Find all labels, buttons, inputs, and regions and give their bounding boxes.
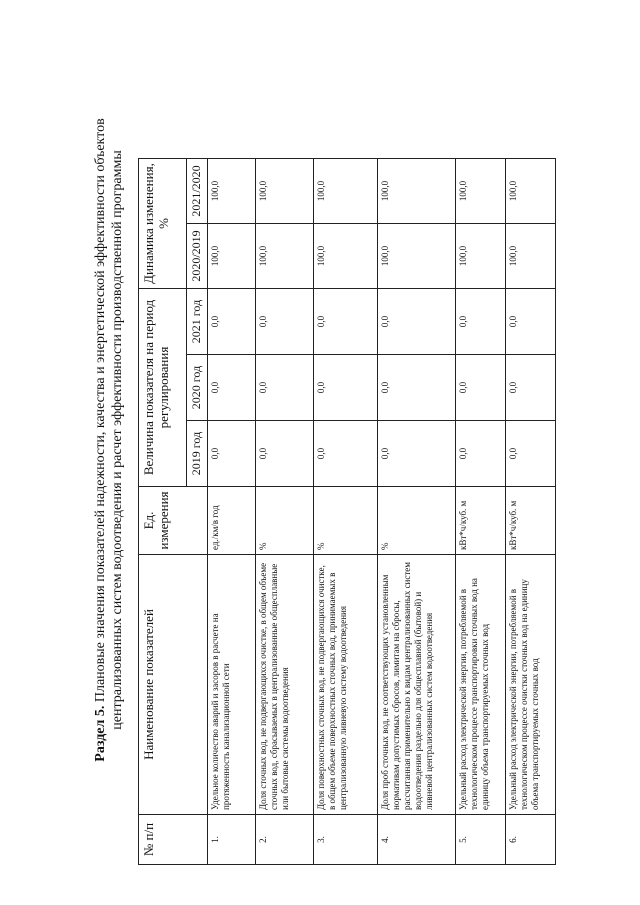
subheader-2021-2020: 2021/2020	[187, 159, 208, 224]
table-row	[506, 159, 556, 865]
row-number: 1.	[208, 815, 256, 865]
row-unit: %	[314, 487, 378, 555]
row-unit: кВт*ч/куб. м	[506, 487, 556, 555]
table-row	[378, 159, 456, 865]
row-name: Доля сточных вод, не подвергающихся очистке, в общем объеме сточных вод, сбрасываемых в централизованные общесплавные или бытовые системы водоотведения	[256, 555, 314, 815]
row-number: 2.	[256, 815, 314, 865]
row-unit: кВт*ч/куб. м	[456, 487, 506, 555]
indicators-table	[138, 158, 556, 865]
row-dynamics-2021-2020: 100,0	[256, 159, 314, 224]
row-name: Удельный расход электрической энергии, потребляемой в технологическом процессе очистки сточных вод на единицу объема транспортируемых сточных вод	[506, 555, 556, 815]
row-value-2020: 0,0	[506, 355, 556, 421]
row-number: 6.	[506, 815, 556, 865]
table-row	[456, 159, 506, 865]
row-value-2020: 0,0	[314, 355, 378, 421]
row-value-2019: 0,0	[256, 421, 314, 487]
row-dynamics-2021-2020: 100,0	[378, 159, 456, 224]
row-value-2021: 0,0	[378, 289, 456, 355]
row-value-2021: 0,0	[208, 289, 256, 355]
row-value-2019: 0,0	[378, 421, 456, 487]
header-name: Наименование показателей	[139, 555, 208, 815]
row-value-2021: 0,0	[314, 289, 378, 355]
row-dynamics-2021-2020: 100,0	[314, 159, 378, 224]
row-number: 4.	[378, 815, 456, 865]
row-value-2020: 0,0	[378, 355, 456, 421]
row-name: Доля поверхностных сточных вод, не подвергающихся очистке, в общем объеме поверхностных сточных вод, принимаемых в централизованную ливневую систему водоотведения	[314, 555, 378, 815]
subheader-2020-2019: 2020/2019	[187, 224, 208, 289]
row-unit: %	[256, 487, 314, 555]
row-number: 5.	[456, 815, 506, 865]
table-row	[256, 159, 314, 865]
row-dynamics-2020-2019: 100,0	[208, 224, 256, 289]
section-title	[92, 70, 126, 810]
row-dynamics-2021-2020: 100,0	[208, 159, 256, 224]
header-value-group: Величина показателя на период регулирования	[139, 289, 187, 487]
header-dynamics-group: Динамика изменения, %	[139, 159, 187, 289]
row-value-2021: 0,0	[456, 289, 506, 355]
row-number: 3.	[314, 815, 378, 865]
row-value-2019: 0,0	[314, 421, 378, 487]
row-value-2020: 0,0	[456, 355, 506, 421]
row-value-2019: 0,0	[456, 421, 506, 487]
section-title-text: Плановые значения показателей надежности, качества и энергетической эффективности объектов централизованных систем водоотведения и расчет эффективности производственной программы	[93, 118, 125, 730]
row-value-2019: 0,0	[506, 421, 556, 487]
row-dynamics-2020-2019: 100,0	[506, 224, 556, 289]
row-value-2021: 0,0	[506, 289, 556, 355]
table-row	[314, 159, 378, 865]
header-unit: Ед. измерения	[139, 487, 208, 555]
row-value-2020: 0,0	[256, 355, 314, 421]
row-value-2021: 0,0	[256, 289, 314, 355]
section-label: Раздел 5.	[93, 705, 108, 762]
row-value-2019: 0,0	[208, 421, 256, 487]
row-dynamics-2020-2019: 100,0	[456, 224, 506, 289]
row-dynamics-2020-2019: 100,0	[378, 224, 456, 289]
row-name: Доля проб сточных вод, не соответствующих установленным нормативам допустимых сбросов, лимитам на сбросы, рассчитанная применительно к видам централизованных систем водоотведения раздельно для общесплавной (бытовой) и ливневой централизованных систем водоотведения	[378, 555, 456, 815]
subheader-2021: 2021 год	[187, 289, 208, 355]
table-row	[208, 159, 256, 865]
row-unit: ед./км/в год	[208, 487, 256, 555]
row-unit: %	[378, 487, 456, 555]
row-dynamics-2020-2019: 100,0	[256, 224, 314, 289]
header-number: № п/п	[139, 815, 208, 865]
row-dynamics-2021-2020: 100,0	[506, 159, 556, 224]
row-dynamics-2020-2019: 100,0	[314, 224, 378, 289]
row-name: Удельный расход электрической энергии, потребляемой в технологическом процессе транспортировки сточных вод на единицу объема транспортируемых сточных вод	[456, 555, 506, 815]
row-dynamics-2021-2020: 100,0	[456, 159, 506, 224]
row-name: Удельное количество аварий и засоров в расчете на протяженность канализационной сети	[208, 555, 256, 815]
row-value-2020: 0,0	[208, 355, 256, 421]
subheader-2020: 2020 год	[187, 355, 208, 421]
subheader-2019: 2019 год	[187, 421, 208, 487]
